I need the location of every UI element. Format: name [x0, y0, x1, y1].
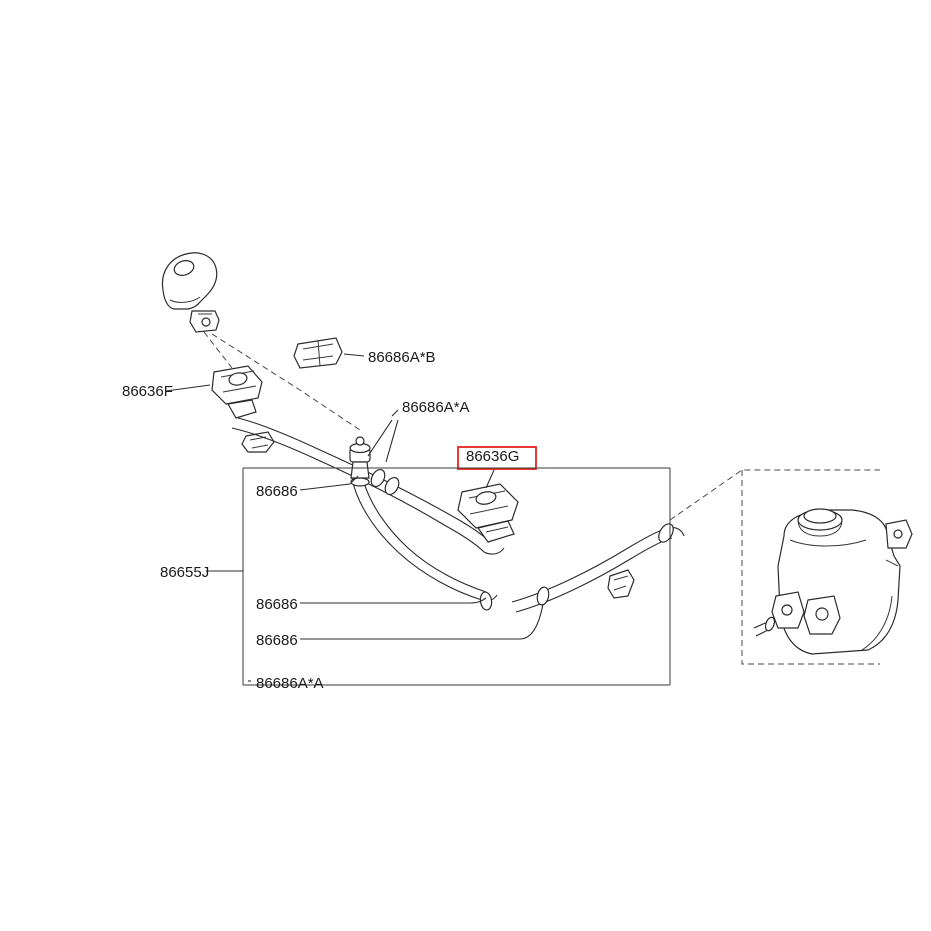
- leader-dash-cowl: [204, 332, 232, 368]
- leader-86686-2: [300, 598, 486, 603]
- label-86636f: 86636F: [122, 383, 173, 400]
- label-86686ab: 86686A*B: [368, 349, 436, 366]
- label-86686-1: 86686: [256, 483, 298, 500]
- label-86686-3: 86686: [256, 632, 298, 649]
- leader-frame: [243, 468, 670, 685]
- label-86686-2: 86686: [256, 596, 298, 613]
- label-86655j: 86655J: [160, 564, 210, 581]
- washer-nozzle-left-part: [212, 366, 262, 418]
- label-86636g: 86636G: [466, 448, 520, 465]
- hose-clip-b-part: [294, 338, 342, 368]
- washer-nozzle-right-part: [458, 484, 518, 542]
- cowl-cover-part: [162, 253, 219, 332]
- hose-bracket-clip: [608, 570, 634, 598]
- hose-joint-top: [350, 437, 370, 486]
- hose-clip-a-parts: [368, 410, 402, 497]
- label-86686aa-bottom: 86686A*A: [256, 675, 324, 692]
- leader-86686-3: [300, 604, 543, 639]
- washer-tank-part: [754, 509, 912, 654]
- leader-86686ab: [344, 354, 364, 356]
- label-86686aa-top: 86686A*A: [402, 399, 470, 416]
- leader-86686-1: [300, 484, 350, 490]
